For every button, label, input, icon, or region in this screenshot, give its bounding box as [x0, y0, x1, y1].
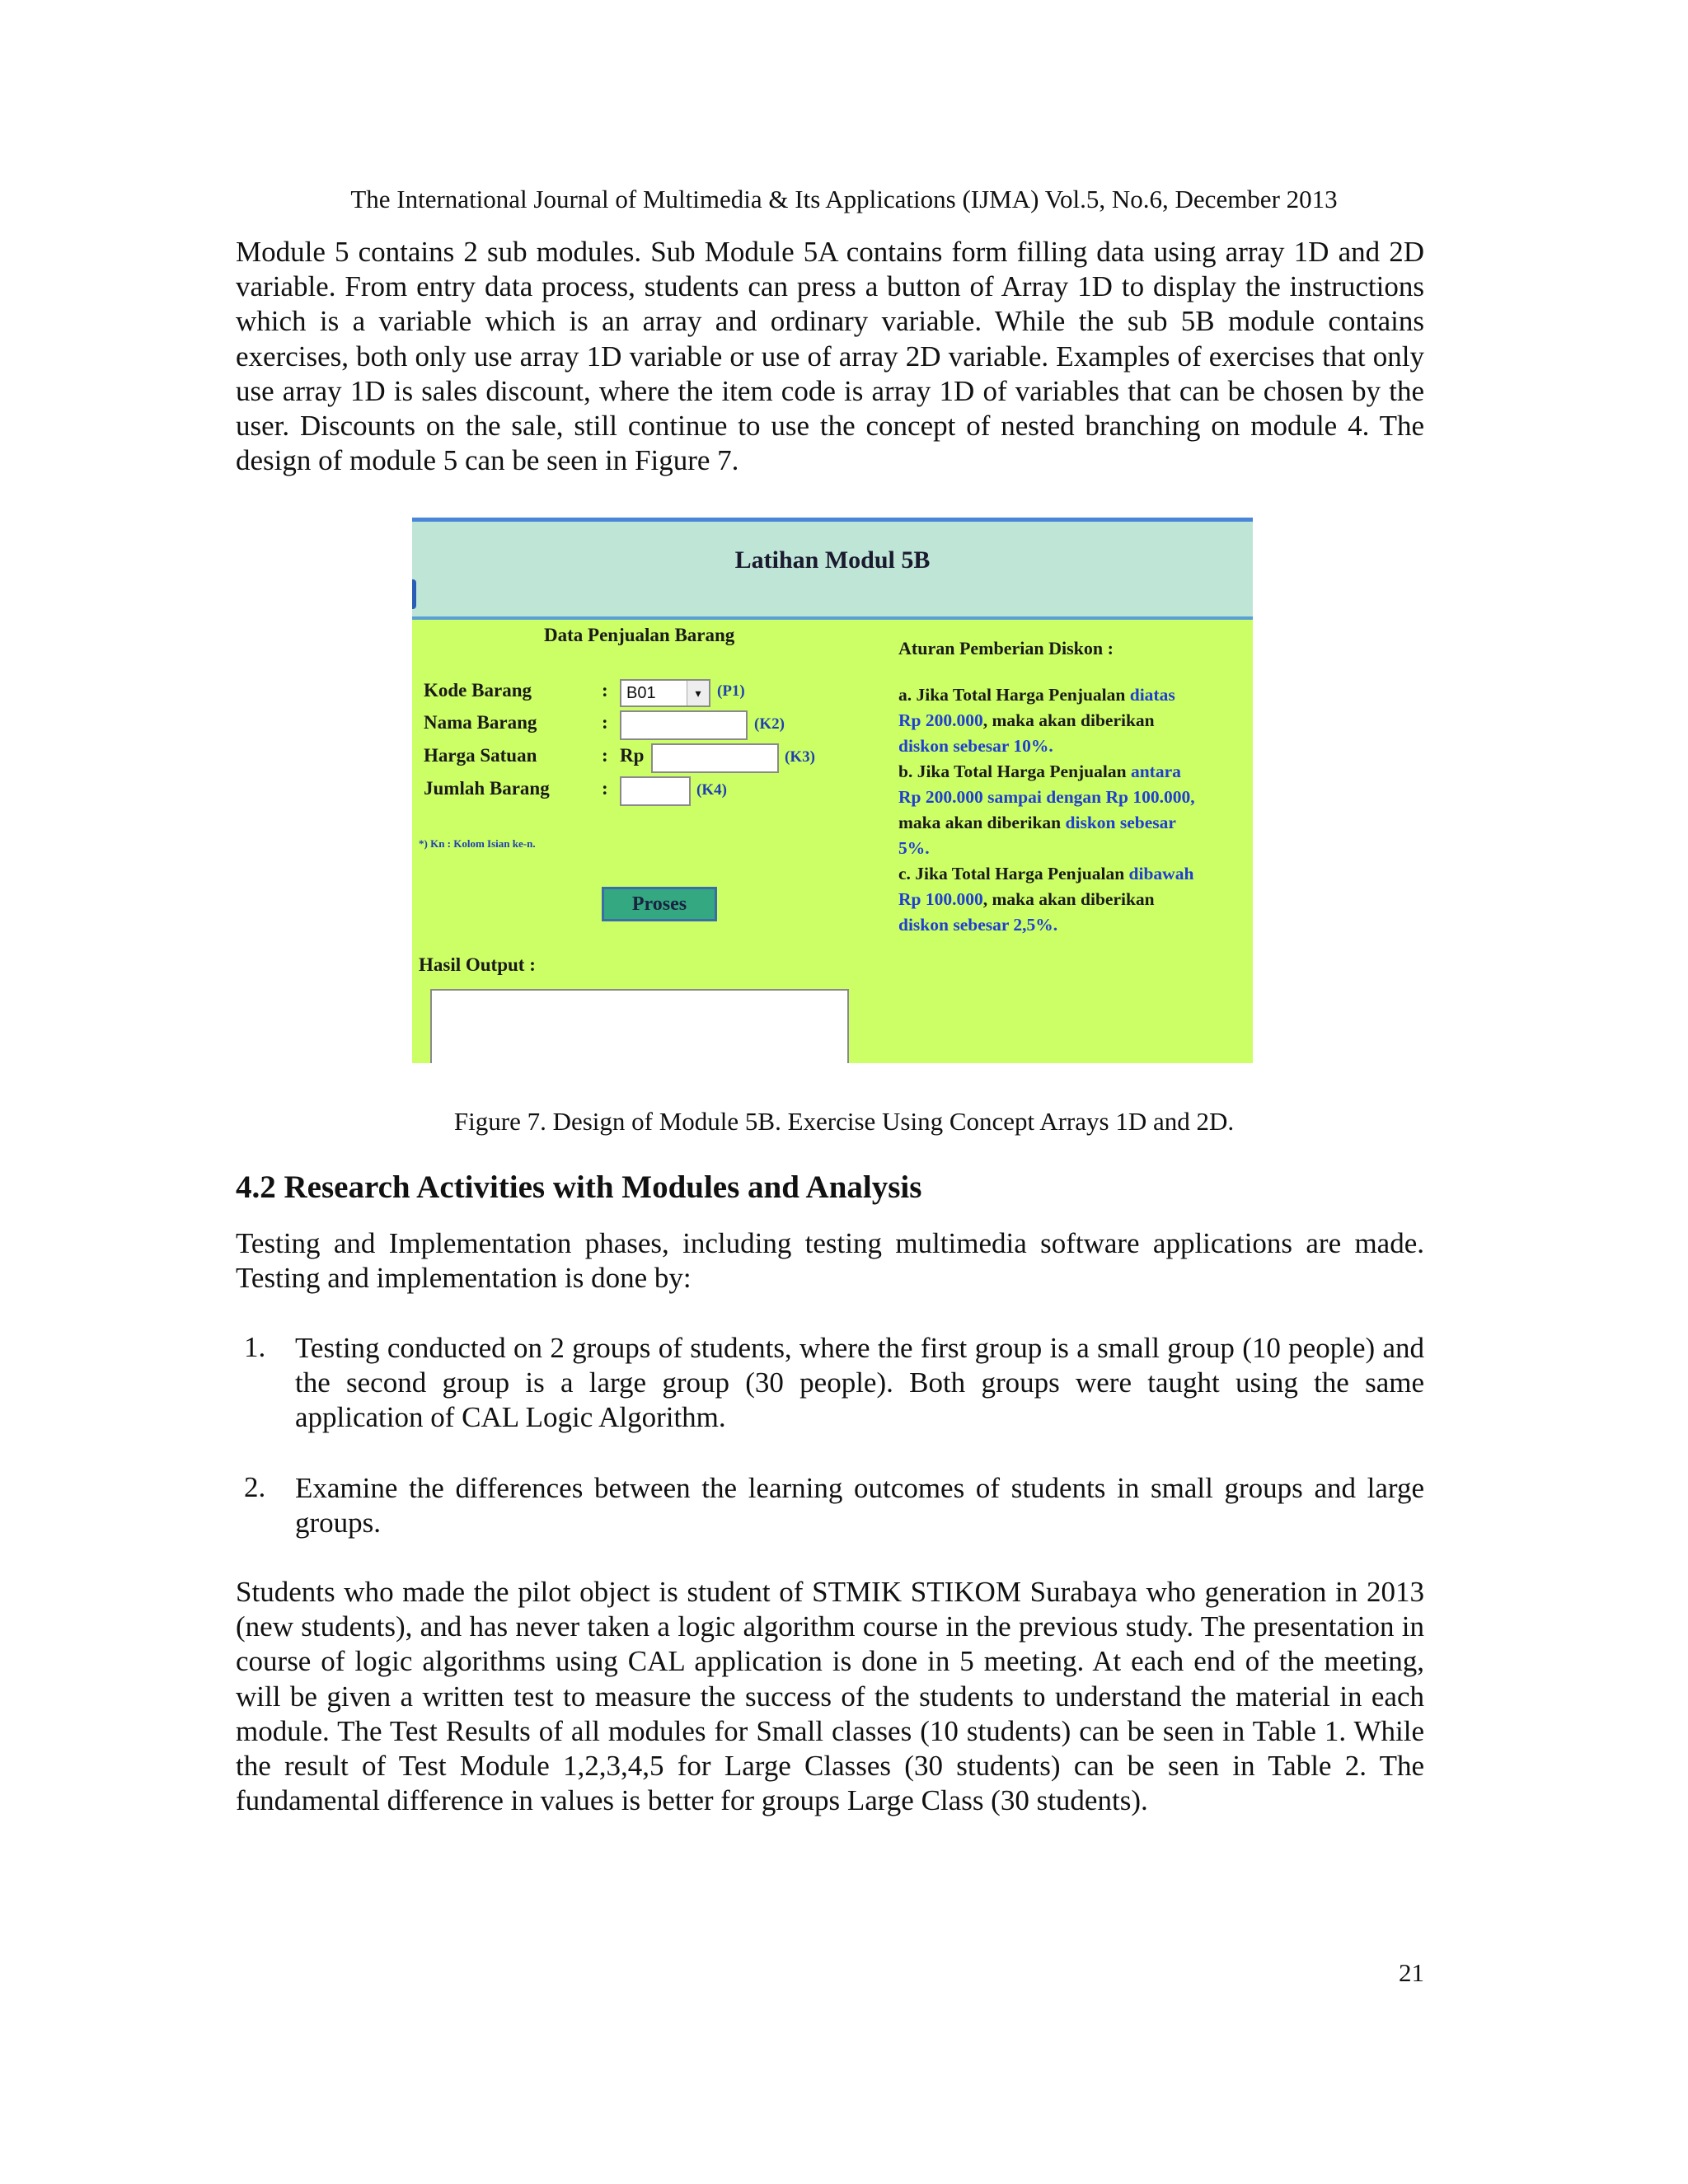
- label-harga-satuan: Harga Satuan: [424, 745, 537, 766]
- rule-b-percent: 5%.: [898, 838, 930, 858]
- kode-barang-value: B01: [626, 684, 656, 702]
- currency-prefix: Rp: [620, 745, 645, 766]
- rule-c-text-2: , maka akan diberikan: [982, 889, 1155, 909]
- rule-a-highlight: diatas: [1129, 685, 1175, 705]
- paragraph-testing: Testing and Implementation phases, including testing multimedia software applications are made. Testing and implementation is done by:: [236, 1227, 1424, 1295]
- list-number-2: 2.: [244, 1471, 266, 1503]
- rule-b-range: Rp 200.000 sampai dengan Rp 100.000,: [898, 787, 1195, 807]
- figure-title-bar: [412, 522, 1253, 620]
- list-item-2: Examine the differences between the learning outcomes of students in small groups and large groups.: [295, 1472, 1424, 1540]
- rule-a-discount: diskon sebesar 10%.: [898, 736, 1053, 756]
- figure-caption: Figure 7. Design of Module 5B. Exercise Using Concept Arrays 1D and 2D.: [453, 1107, 1235, 1136]
- paragraph-module5: Module 5 contains 2 sub modules. Sub Module 5A contains form filling data using array 1D and 2D variable. From entry data process, students can press a button of Array 1D to display the instructions which is a variable which is an array and ordinary variable. While the sub 5B module contains exercises, both only use array 1D variable or use of array 2D variable. Examples of exercises that only use array 1D is sales discount, where the item code is array 1D of variables that can be chosen by the user. Discounts on the sale, still continue to use the concept of nested branching on module 4. The design of module 5 can be seen in Figure 7.: [236, 236, 1424, 477]
- rule-a-text-2: , maka akan diberikan: [982, 710, 1155, 730]
- rule-b-discount: diskon sebesar: [1065, 813, 1176, 832]
- field-note: *) Kn : Kolom Isian ke-n.: [419, 837, 536, 850]
- rule-a-amount: Rp 200.000: [898, 710, 983, 730]
- page-number: 21: [1399, 1958, 1424, 1987]
- label-nama-barang: Nama Barang: [424, 712, 537, 733]
- rule-c-amount: Rp 100.000: [898, 889, 983, 909]
- tag-k2: (K2): [754, 715, 785, 733]
- tag-k4: (K4): [696, 781, 727, 799]
- rule-c-discount: diskon sebesar 2,5%.: [898, 915, 1058, 935]
- paragraph-students: Students who made the pilot object is student of STMIK STIKOM Surabaya who generation in 2013 (new students), and has never taken a logic algorithm course in the previous study. The presentation in course of logic algorithms using CAL application is done in 5 meeting. At each end of the meeting, will be given a written test to measure the success of the students to understand the material in each module. The Test Results of all modules for Small classes (10 students) can be seen in Table 1. While the result of Test Module 1,2,3,4,5 for Large Classes (30 students) can be seen in Table 2. The fundamental difference in values is better for groups Large Class (30 students).: [236, 1576, 1424, 1817]
- colon: :: [602, 680, 608, 701]
- running-header: The International Journal of Multimedia & Its Applications (IJMA) Vol.5, No.6, December 2013: [350, 185, 1338, 213]
- list-number-1: 1.: [244, 1331, 266, 1363]
- kode-barang-select[interactable]: [620, 679, 710, 707]
- jumlah-barang-input[interactable]: [620, 776, 691, 806]
- chevron-down-icon[interactable]: ▾: [687, 681, 709, 705]
- figure-window-title: Latihan Modul 5B: [734, 546, 931, 574]
- output-textarea[interactable]: [430, 989, 849, 1063]
- proses-button[interactable]: Proses: [602, 887, 717, 921]
- colon: :: [602, 778, 608, 799]
- list-item-1: Testing conducted on 2 groups of students, where the first group is a small group (10 people) and the second group is a large group (30 people). Both groups were taught using the same application of CAL Logic Algorithm.: [295, 1332, 1424, 1434]
- tag-p1: (P1): [717, 682, 745, 700]
- section-heading: 4.2 Research Activities with Modules and Analysis: [236, 1169, 922, 1205]
- rule-c-text: c. Jika Total Harga Penjualan: [898, 864, 1129, 883]
- colon: :: [602, 745, 608, 766]
- discount-rules: [898, 682, 1253, 938]
- nama-barang-input[interactable]: [620, 710, 748, 740]
- rule-c-highlight: dibawah: [1128, 864, 1194, 883]
- label-kode-barang: Kode Barang: [424, 680, 532, 701]
- rule-a-text: a. Jika Total Harga Penjualan: [898, 685, 1130, 705]
- rules-heading: Aturan Pemberian Diskon :: [898, 638, 1114, 658]
- form-heading: Data Penjualan Barang: [544, 625, 735, 645]
- rule-b-text: b. Jika Total Harga Penjualan: [898, 762, 1131, 781]
- harga-satuan-input[interactable]: [651, 743, 779, 773]
- colon: :: [602, 712, 608, 733]
- window-edge-handle: [412, 579, 416, 609]
- tag-k3: (K3): [785, 748, 815, 766]
- figure-7-screenshot: [412, 518, 1253, 1063]
- rule-b-highlight: antara: [1130, 762, 1181, 781]
- rule-b-text-2: maka akan diberikan: [898, 813, 1066, 832]
- label-jumlah-barang: Jumlah Barang: [424, 778, 550, 799]
- output-label: Hasil Output :: [419, 954, 536, 975]
